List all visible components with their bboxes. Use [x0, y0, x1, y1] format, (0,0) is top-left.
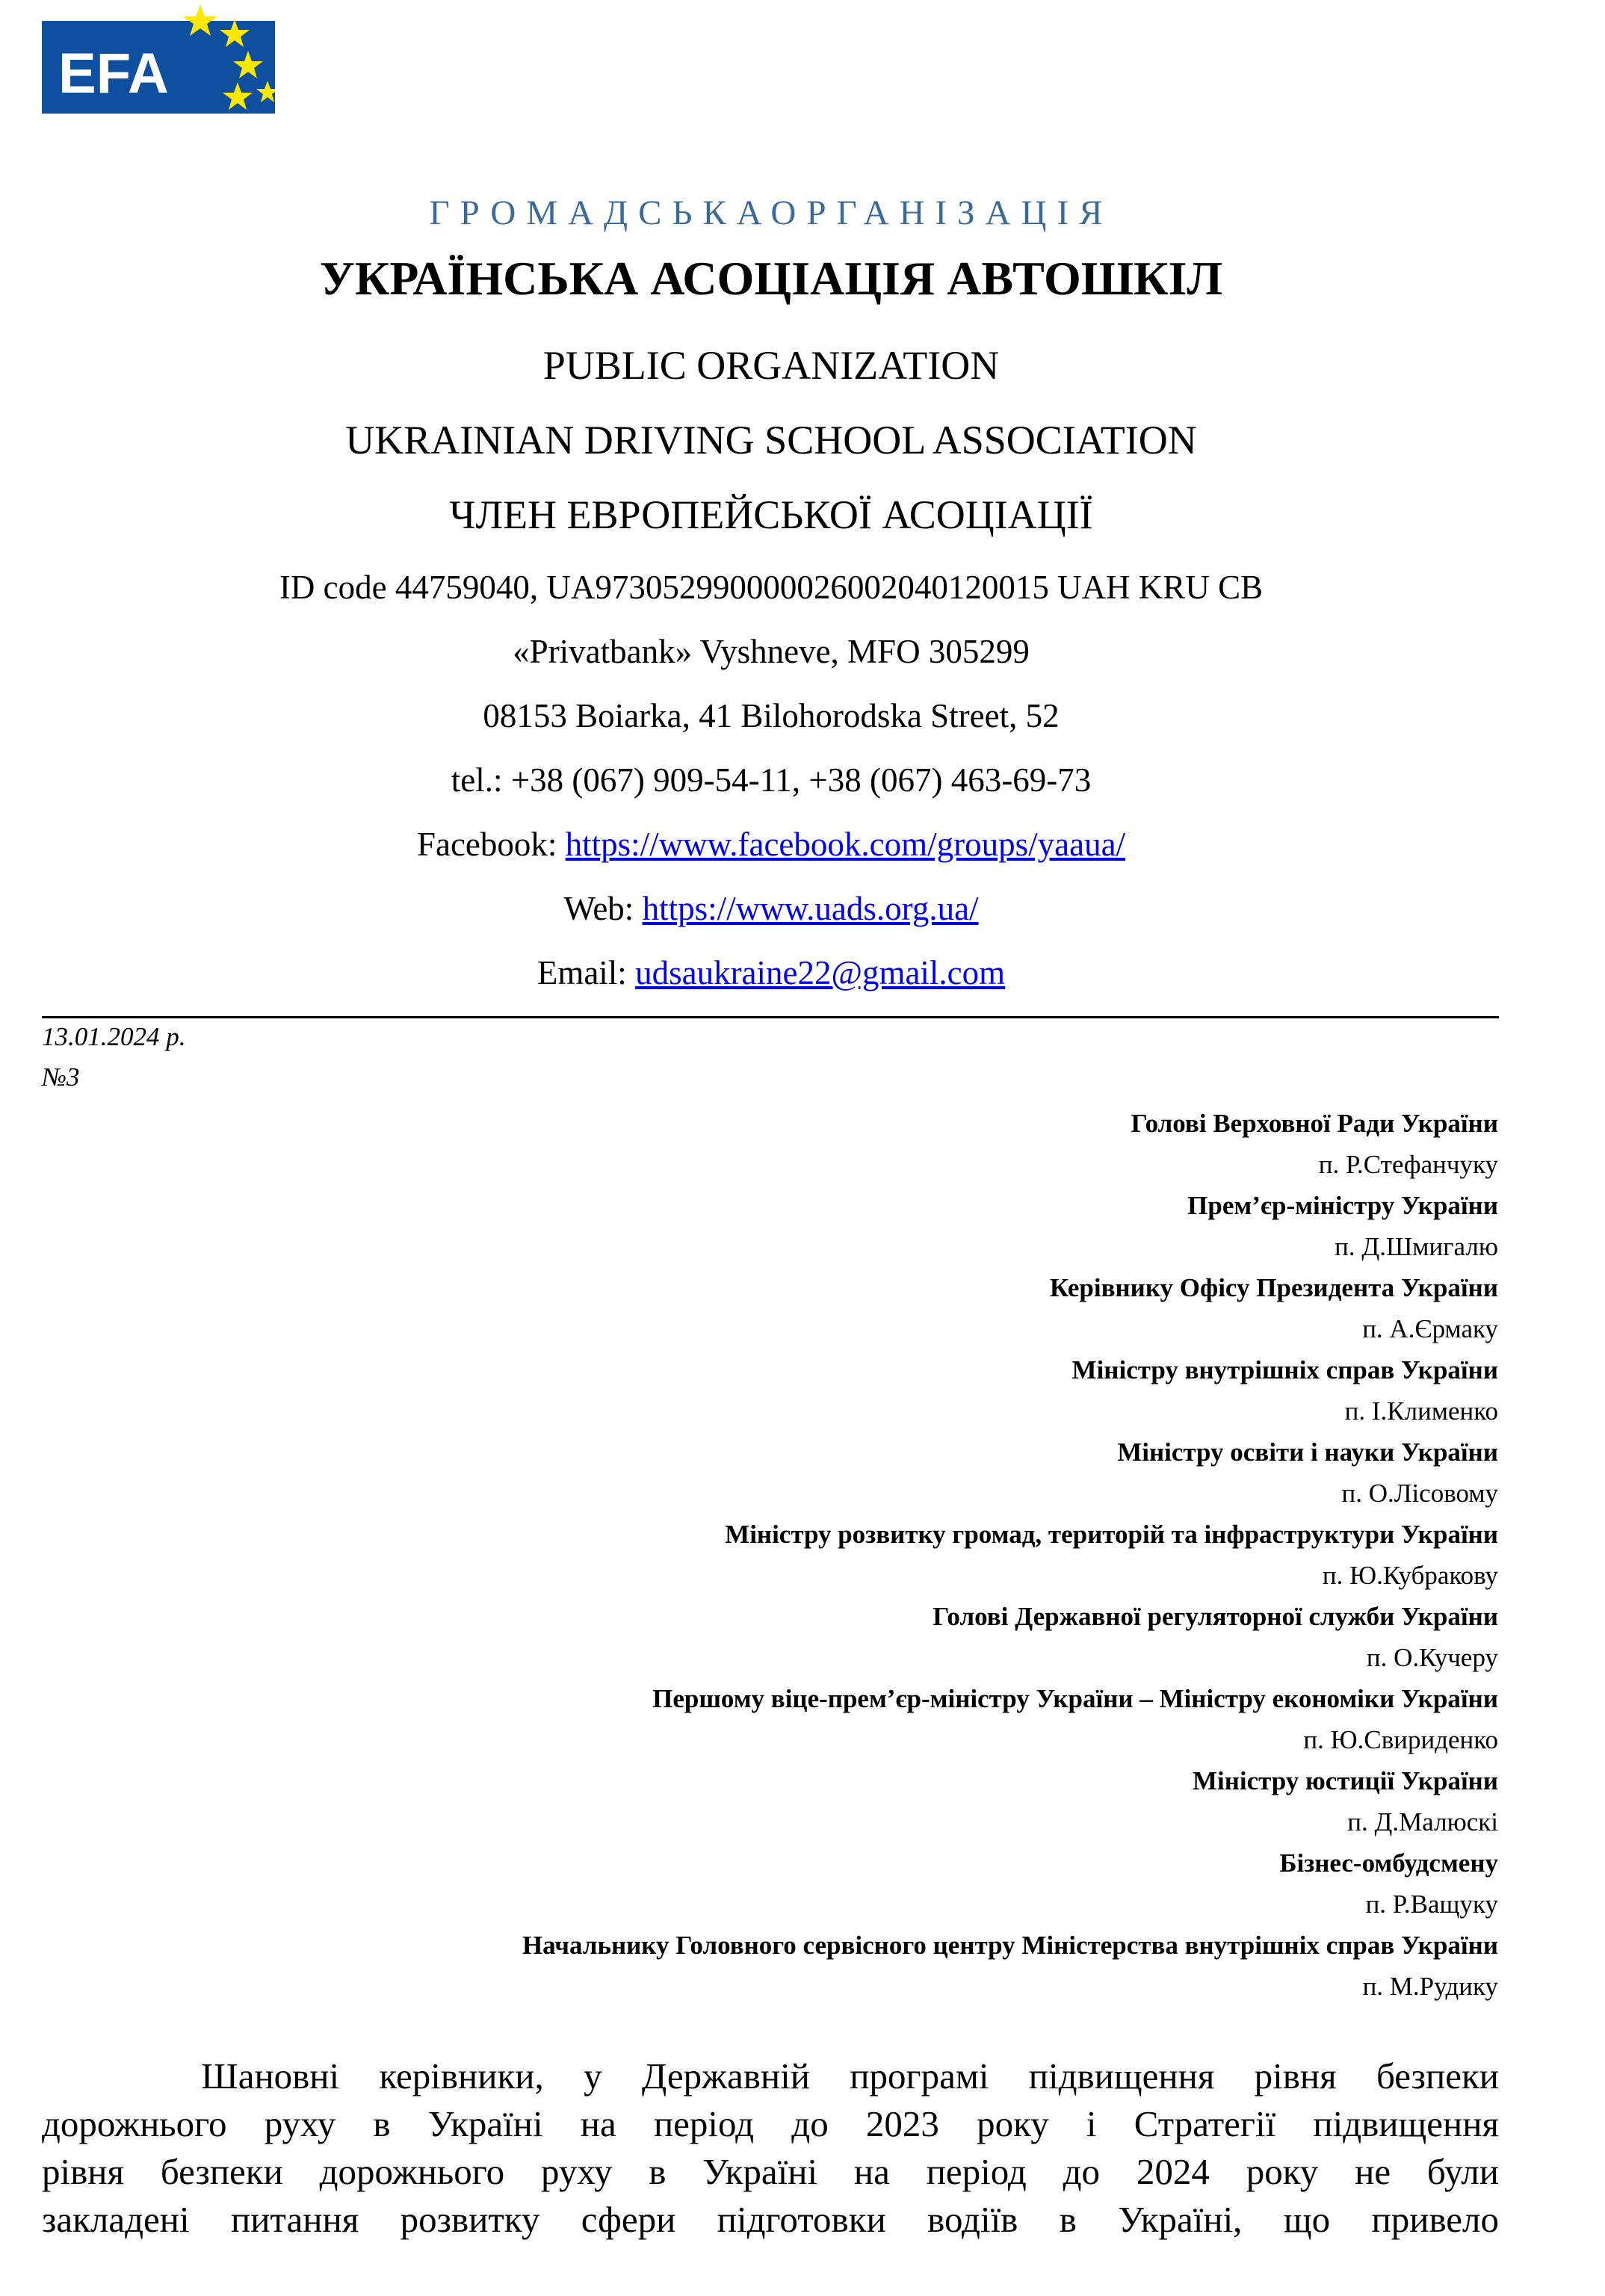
facebook-link[interactable]: https://www.facebook.com/groups/yaaua/	[565, 826, 1126, 863]
letter-number: №3	[42, 1062, 80, 1092]
recipient-name: п. М.Рудику	[1362, 1972, 1498, 2001]
recipient-title: Першому віце-прем’єр-міністру України – Міністру економіки України	[652, 1684, 1498, 1713]
recipient-name: п. А.Єрмаку	[1362, 1314, 1498, 1343]
recipient-title: Міністру внутрішніх справ України	[1071, 1355, 1498, 1384]
recipient-name: п. Ю.Свириденко	[1303, 1725, 1498, 1754]
tel-line: tel.: +38 (067) 909-54-11, +38 (067) 463-69-73	[451, 761, 1092, 799]
recipient-title: Начальнику Головного сервісного центру Міністерства внутрішніх справ України	[522, 1931, 1498, 1960]
address-line: 08153 Boiarka, 41 Bilohorodska Street, 52	[483, 697, 1060, 734]
recipient-name: п. І.Клименко	[1344, 1396, 1498, 1426]
body-line: закладені питання розвитку сфери підготовки водіїв в Україні, що привело	[42, 2199, 1499, 2240]
recipient-title: Голові Державної регуляторної служби України	[933, 1602, 1498, 1631]
recipient-title: Керівнику Офісу Президента України	[1049, 1273, 1498, 1302]
header-divider	[42, 1016, 1499, 1018]
email-line	[0, 953, 1542, 992]
member-line: ЧЛЕН ЕВРОПЕЙСЬКОЇ АСОЦІАЦІЇ	[449, 492, 1093, 537]
email-link[interactable]: udsaukraine22@gmail.com	[635, 954, 1006, 991]
email-label: Email:	[536, 954, 636, 991]
facebook-label: Facebook:	[416, 826, 566, 863]
recipient-name: п. Д.Шмигалю	[1335, 1232, 1498, 1261]
recipient-name: п. Д.Малюскі	[1347, 1807, 1498, 1837]
recipient-name: п. Ю.Кубракову	[1322, 1561, 1498, 1590]
web-link[interactable]: https://www.uads.org.ua/	[642, 890, 979, 927]
recipient-title: Міністру освіти і науки України	[1117, 1438, 1498, 1467]
letter-date: 13.01.2024 р.	[42, 1022, 186, 1051]
logo-text: EFA	[58, 42, 169, 105]
body-line: Шановні керівники, у Державній програмі підвищення рівня безпеки	[42, 2055, 1499, 2097]
web-line	[0, 889, 1542, 928]
recipients-list	[149, 1103, 1498, 2007]
recipient-title: Бізнес-омбудсмену	[1279, 1848, 1498, 1878]
body-line: рівня безпеки дорожнього руху в Україні на період до 2024 року не були	[42, 2151, 1499, 2192]
recipient-name: п. О.Лісовому	[1341, 1479, 1498, 1508]
recipient-title: Міністру юстиції України	[1192, 1766, 1498, 1795]
org-name-en: UKRAINIAN DRIVING SCHOOL ASSOCIATION	[345, 418, 1197, 462]
org-type-ua: ГРОМАДСЬКАОРГАНІЗАЦІЯ	[429, 194, 1113, 232]
efa-logo	[42, 4, 275, 114]
recipient-title: Прем’єр-міністру України	[1187, 1191, 1498, 1220]
recipient-title: Голові Верховної Ради України	[1131, 1109, 1498, 1138]
facebook-line	[0, 825, 1542, 864]
recipient-name: п. Р.Стефанчуку	[1318, 1150, 1498, 1179]
id-code-line: ID code 44759040, UA973052990000026002040120015 UAH KRU CB	[279, 569, 1264, 606]
letter-body	[42, 2052, 1499, 2244]
recipient-title: Міністру розвитку громад, територій та інфраструктури України	[725, 1520, 1498, 1549]
org-name-ua: УКРАЇНСЬКА АСОЦІАЦІЯ АВТОШКІЛ	[319, 252, 1223, 305]
web-label: Web:	[563, 890, 643, 927]
body-line: дорожнього руху в Україні на період до 2023 року і Стратегії підвищення	[42, 2103, 1499, 2144]
org-type-en: PUBLIC ORGANIZATION	[542, 343, 1000, 388]
recipient-name: п. Р.Ващуку	[1365, 1890, 1498, 1919]
bank-line: «Privatbank» Vyshneve, MFO 305299	[513, 633, 1030, 670]
recipient-name: п. О.Кучеру	[1366, 1643, 1498, 1672]
